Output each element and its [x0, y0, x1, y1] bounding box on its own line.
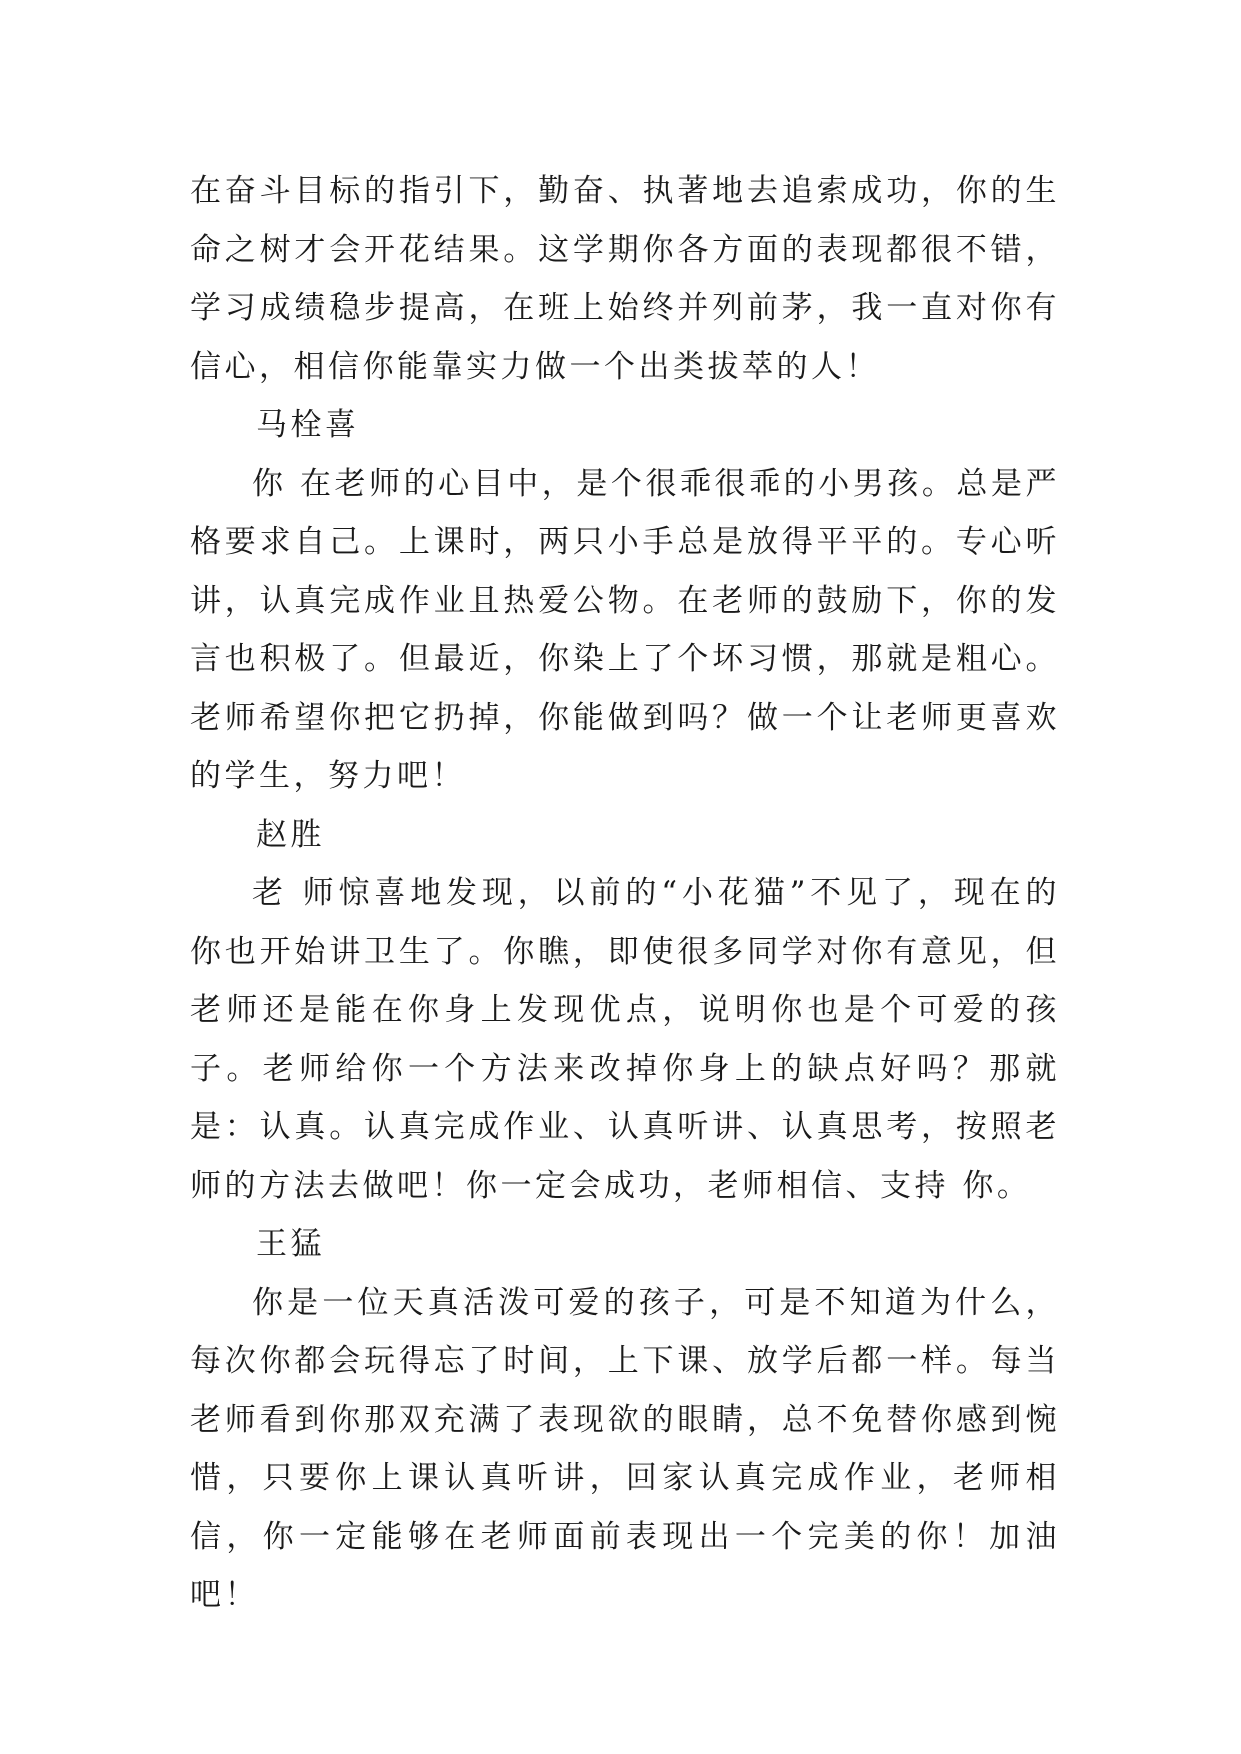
student-name: 马栓喜	[256, 407, 360, 443]
comment-paragraph: 你 在老师的心目中，是个很乖很乖的小男孩。总是严格要求自己。上课时，两只小手总是放得平平的。专心听讲，认真完成作业且热爱公物。在老师的鼓励下，你的发 言也积极了。但最近，你染上了个坏习惯，那就是粗心。老师希望你把它扔掉，你能做到吗？做一个让老师更喜欢的学生，努力吧！	[190, 465, 1060, 794]
student-name: 王猛	[256, 1226, 325, 1262]
comment-paragraph: 老 师惊喜地发现，以前的“小花猫”不见了，现在的你也开始讲卫生了。你瞧，即使很多同学对你有意见，但老师还是能在你身上发现优点，说明你也是个可爱的孩 子。老师给你一个方法来改掉你身上的缺点好吗？那就是：认真。认真完成作业、认真听讲、认真思考，按照老师的方法去做吧！你一定会成功，老师相信、支持 你。	[190, 875, 1060, 1204]
student-name: 赵胜	[256, 816, 325, 853]
comment-paragraph: 在奋斗目标的指引下，勤奋、执著地去追索成功，你的生命之树才会开花结果。这学期你各方面的表现都很不错，学习成绩稳步提高，在班上始终并列前茅，我一直对你有信心，相信你能靠实力做一个出类拔萃的人！	[190, 173, 1060, 385]
document-body	[190, 162, 1060, 1625]
comment-paragraph: 你是一位天真活泼可爱的孩子，可是不知道为什么，每次你都会玩得忘了时间，上下课、放学后都一样。每当老师看到你那双充满了表现欲的眼睛，总不免替你感到惋惜，只要你上课认真听讲，回家认真完成作业，老师相信，你一定能够在老师面前表现出一个完美的你！加油吧！	[190, 1284, 1060, 1613]
